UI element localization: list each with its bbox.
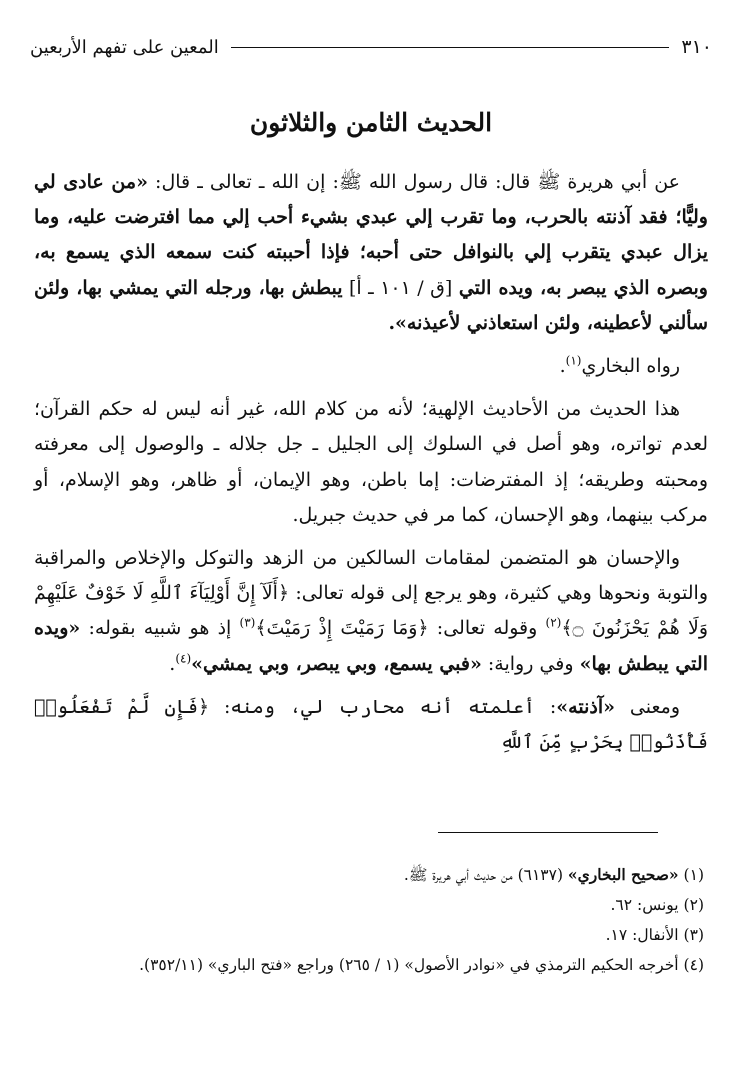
footnote-text: أخرجه الحكيم الترمذي في «نوادر الأصول» (١ / ٢٦٥) وراجع «فتح الباري» (٣٥٢/١١). [139, 956, 679, 974]
quran-verse-3: ﴿فَإِن لَّمْ تَفْعَلُوا۟ فَأْذَنُوا۟ بِحَرْبٍ مِّنَ ٱللَّهِ [34, 695, 708, 754]
footnote-2 [34, 890, 704, 920]
footnote-4 [34, 950, 704, 980]
footnote-ref-1[interactable]: (١) [565, 353, 582, 368]
footnote-ref-3[interactable]: (٣) [239, 616, 256, 631]
footnote-3 [34, 920, 704, 950]
quran-verse-1: ﴿أَلَآ إِنَّ أَوْلِيَآءَ ٱللَّهِ لَا خَوْفٌ عَلَيْهِمْ وَلَا هُمْ يَحْزَنُونَ ۝﴾ [34, 582, 708, 640]
para3-text-2: : أعلمته أنه محارب لي، ومنه: [209, 695, 557, 718]
narration-text: رواه البخاري [581, 355, 680, 378]
para2-text-3: إذ هو شبيه بقوله: [80, 617, 240, 640]
word-quote: «آذنته» [556, 695, 615, 718]
header-rule [231, 47, 670, 48]
main-text [34, 165, 708, 768]
book-title: المعين على تفهم الأربعين [30, 36, 219, 58]
commentary-paragraph-2 [34, 541, 708, 682]
footnote-number: (١) [683, 866, 704, 884]
footnote-number: (٤) [683, 956, 704, 974]
narration-line [34, 349, 708, 384]
hadith-quote-1: «ويده التي يبطش بها» [34, 617, 708, 675]
footnote-text: يونس: ٦٢. [610, 896, 679, 914]
hadith-text-part-2: يبطش بها، ورجله التي يمشي بها، ولئن سألني لأعطينه، ولئن استعاذني لأعيذنه». [34, 276, 708, 334]
footnote-ref-4[interactable]: (٤) [175, 651, 192, 666]
chapter-title: الحديث الثامن والثلاثون [249, 108, 493, 137]
footnote-text: (٦١٣٧) من حديث أبي هريرة ﷺ. [403, 866, 568, 884]
running-header [30, 30, 712, 64]
footnote-1 [34, 860, 704, 890]
footnote-number: (٣) [683, 926, 704, 944]
hadith-quote-2: «فبي يسمع، وبي يبصر، وبي يمشي» [191, 652, 482, 675]
commentary-paragraph-1: هذا الحديث من الأحاديث الإلهية؛ لأنه من كلام الله، غير أنه ليس له حكم القرآن؛ لعدم تواتره، وهو أصل في السلوك إلى الجليل ـ جل جلاله ـ والوصول إلى معرفته ومحبته وطريقه؛ إذ المفترضات: إما باطن، وهو الإيمان، أو ظاهر، وهو الإسلام، أو مركب بينهما، وهو الإحسان، كما مر في حديث جبريل. [34, 398, 708, 526]
footnote-separator [438, 832, 658, 833]
para2-end: . [169, 652, 176, 675]
commentary-paragraph-3 [34, 690, 708, 760]
para2-text-1: والإحسان هو المتضمن لمقامات السالكين من الزهد والتوكل والإخلاص والمراقبة والتوبة ونحوها وهي كثيرة، وهو يرجع إلى قوله تعالى: [34, 547, 708, 605]
hadith-paragraph [34, 165, 708, 341]
footnote-number: (٢) [683, 896, 704, 914]
footnotes [34, 860, 704, 980]
footnote-text: الأنفال: ١٧. [605, 926, 679, 944]
para2-text-2: وقوله تعالى: [428, 617, 546, 640]
footnote-ref-2[interactable]: (٢) [545, 616, 562, 631]
hadith-intro: عن أبي هريرة ﷺ قال: قال رسول الله ﷺ: إن الله ـ تعالى ـ قال: [147, 171, 680, 193]
para3-text-1: ومعنى [615, 695, 680, 718]
narration-end: . [559, 355, 566, 378]
manuscript-page-ref: [ق / ١٠١ ـ أ] [342, 276, 459, 299]
hadith-text-part-1: «من عادى لي وليًّا؛ فقد آذنته بالحرب، وما تقرب إلي عبدي بشيء أحب إلي مما افترضت عليه، وما يزال عبدي يتقرب إلي بالنوافل حتى أحبه؛ فإذا أحببته كنت سمعه الذي يسمع به، وبصره الذي يبصر به، ويده التي [34, 171, 708, 299]
footnote-source: «صحيح البخاري» [567, 865, 679, 884]
para2-text-4: وفي رواية: [481, 652, 580, 675]
quran-verse-2: ﴿وَمَا رَمَيْتَ إِذْ رَمَيْتَ﴾ [255, 617, 429, 640]
page-number: ٣١٠ [681, 36, 712, 58]
